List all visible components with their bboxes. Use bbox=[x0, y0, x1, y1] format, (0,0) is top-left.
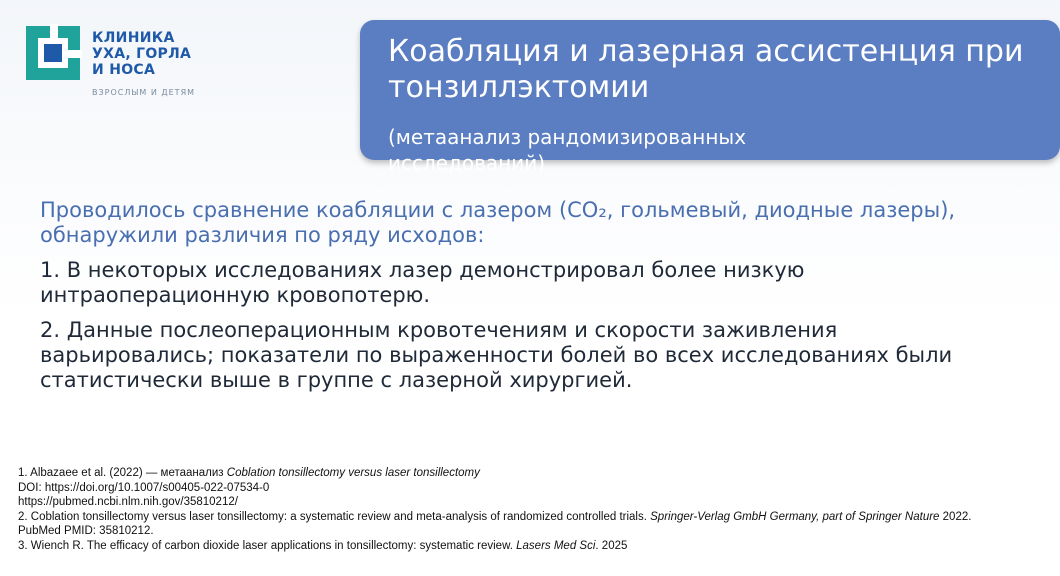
slide-title: Коабляция и лазерная ассистенция при тонзиллэктомии bbox=[388, 34, 1024, 105]
clinic-name-line1: КЛИНИКА bbox=[92, 30, 175, 46]
slide-title-box bbox=[360, 20, 1060, 175]
clinic-name-line3: И НОСА bbox=[92, 62, 156, 78]
reference-2-text: 2. Coblation tonsillectomy versus laser tonsillectomy: a systematic review and meta-analysis of randomized controlled trials. bbox=[18, 510, 651, 523]
reference-2-suffix: 2022. PubMed PMID: 35810212. bbox=[18, 510, 972, 537]
reference-3 bbox=[18, 539, 1008, 554]
finding-item-2: 2. Данные послеоперационным кровотечениям и скорости заживления варьировались; показатели по выраженности болей во всех исследованиях были статистически выше в группе с лазерной хирургией. bbox=[40, 318, 953, 392]
clinic-name bbox=[92, 30, 191, 78]
reference-1-doi: DOI: https://doi.org/10.1007/s00405-022-07534-0 bbox=[18, 481, 270, 494]
clinic-name-line2: УХА, ГОРЛА bbox=[92, 46, 192, 62]
clinic-tagline: ВЗРОСЛЫМ И ДЕТЯМ bbox=[92, 88, 196, 97]
references bbox=[18, 466, 1008, 553]
finding-item-1: 1. В некоторых исследованиях лазер демонстрировал более низкую интраоперационную кровопотерю. bbox=[40, 258, 805, 307]
slide-subtitle: (метаанализ рандомизированных исследований) bbox=[388, 125, 747, 175]
reference-2 bbox=[18, 510, 1008, 539]
reference-1-title: Coblation tonsillectomy versus laser tonsillectomy bbox=[226, 467, 480, 479]
reference-2-journal: Springer-Verlag GmbH Germany, part of Springer Nature bbox=[650, 510, 940, 523]
reference-3-suffix: . 2025 bbox=[595, 539, 628, 552]
reference-1-pubmed: https://pubmed.ncbi.nlm.nih.gov/35810212/ bbox=[18, 496, 238, 508]
slide-content bbox=[40, 198, 990, 403]
reference-3-journal: Lasers Med Sci bbox=[516, 539, 596, 552]
clinic-logo-icon bbox=[24, 24, 82, 82]
reference-1 bbox=[18, 466, 1008, 481]
reference-1-text: 1. Albazaee et al. (2022) — метаанализ bbox=[18, 467, 227, 479]
clinic-logo bbox=[24, 24, 224, 104]
intro-text: Проводилось сравнение коабляции с лазером (CO₂, гольмевый, диодные лазеры), обнаружили различия по ряду исходов: bbox=[40, 198, 956, 247]
reference-3-text: 3. Wiench R. The efficacy of carbon dioxide laser applications in tonsillectomy: systematic review. bbox=[18, 539, 517, 552]
